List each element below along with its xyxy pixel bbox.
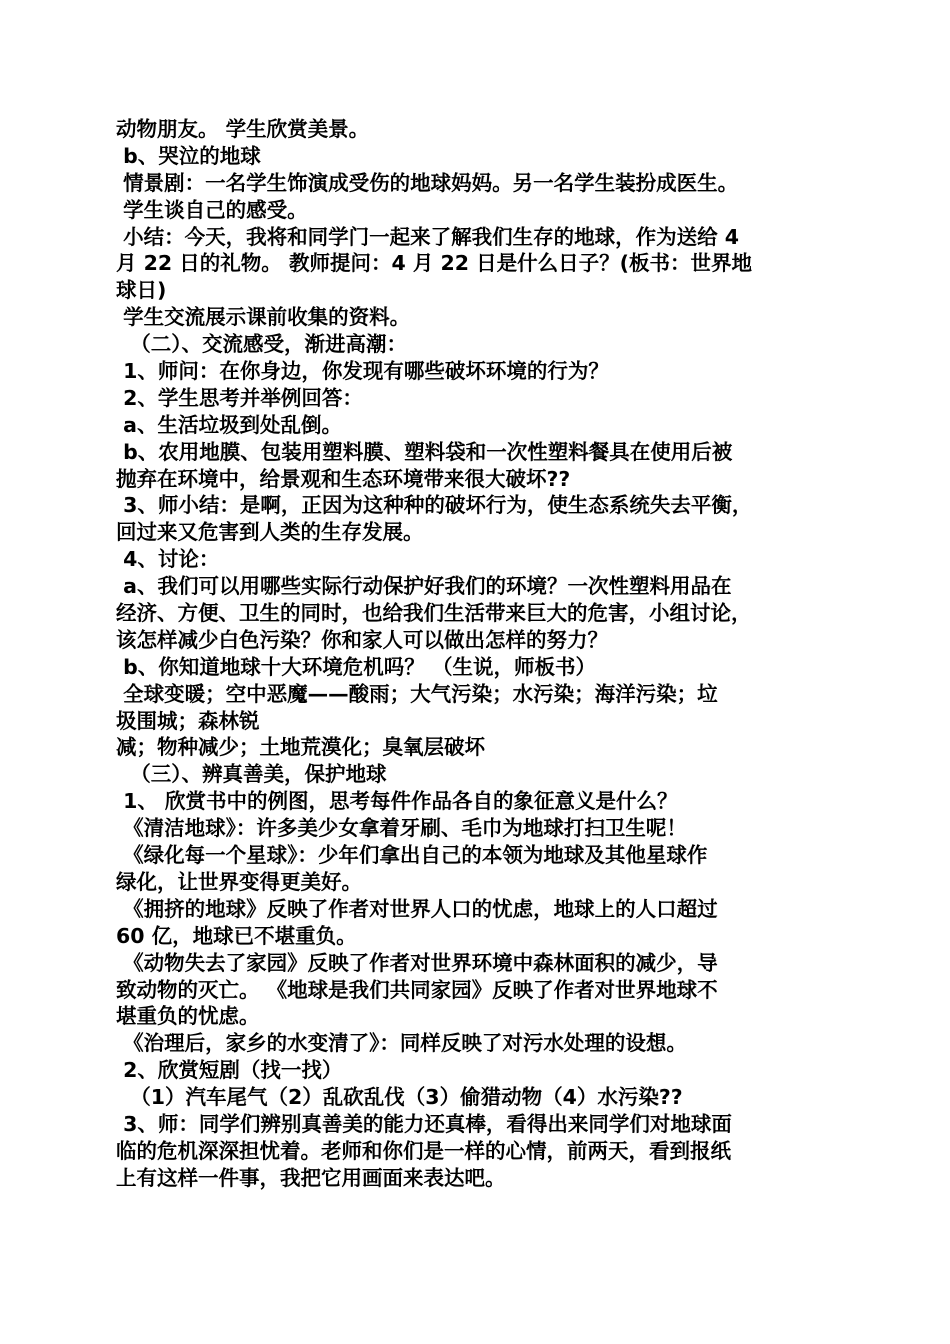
text-line: 3、师：同学们辨别真善美的能力还真棒，看得出来同学们对地球面 [116, 1111, 732, 1136]
text-line: 1、 欣赏书中的例图，思考每件作品各自的象征意义是什么？ [116, 789, 678, 814]
text-line: 4、讨论： [116, 547, 220, 572]
text-line: 小结：今天，我将和同学门一起来了解我们生存的地球，作为送给 4 [116, 224, 740, 249]
text-line: 《绿化每一个星球》：少年们拿出自己的本领为地球及其他星球作 [116, 843, 708, 868]
text-line: 月 22 日的礼物。 教师提问：4 月 22 日是什么日子？(板书：世界地 [116, 251, 753, 276]
text-line: 全球变暖；空中恶魔——酸雨；大气污染；水污染；海洋污染；垃 [116, 681, 718, 706]
text-line: （1）汽车尾气（2）乱砍乱伐（3）偷猎动物（4）水污染?? [116, 1085, 683, 1110]
text-line: a、生活垃圾到处乱倒。 [116, 412, 342, 437]
document-body [116, 116, 840, 1192]
text-line: 60 亿，地球已不堪重负。 [116, 923, 357, 948]
text-line: 《清洁地球》：许多美少女拿着牙刷、毛巾为地球打扫卫生呢！ [116, 816, 687, 841]
text-line: 经济、方便、卫生的同时，也给我们生活带来巨大的危害，小组讨论， [116, 601, 752, 626]
text-line: 动物朋友。 学生欣赏美景。 [116, 117, 370, 141]
text-line: 3、师小结：是啊，正因为这种种的破坏行为，使生态系统失去平衡， [116, 493, 753, 518]
text-line: 《动物失去了家园》反映了作者对世界环境中森林面积的减少，导 [116, 950, 718, 975]
text-line: 2、欣赏短剧（找一找） [116, 1058, 343, 1083]
text-line: 《拥挤的地球》反映了作者对世界人口的忧虑，地球上的人口超过 [116, 896, 718, 921]
text-line: 绿化，让世界变得更美好。 [116, 869, 362, 894]
section-heading: （二）、交流感受，渐进高潮： [116, 332, 408, 357]
text-line: 该怎样减少白色污染？你和家人可以做出怎样的努力？ [116, 627, 608, 652]
text-line: b、农用地膜、包装用塑料膜、塑料袋和一次性塑料餐具在使用后被 [116, 439, 733, 464]
text-line: a、我们可以用哪些实际行动保护好我们的环境？一次性塑料用品在 [116, 574, 732, 599]
text-line: 学生交流展示课前收集的资料。 [116, 305, 411, 330]
text-line: b、你知道地球十大环境危机吗？ （生说，师板书） [116, 654, 596, 679]
text-line: b、哭泣的地球 [116, 143, 261, 168]
text-line: 情景剧：一名学生饰演成受伤的地球妈妈。另一名学生装扮成医生。 [116, 170, 739, 195]
text-line: 回过来又危害到人类的生存发展。 [116, 520, 424, 545]
text-line: 学生谈自己的感受。 [116, 197, 308, 222]
text-line: 上有这样一件事，我把它用画面来表达吧。 [116, 1165, 506, 1190]
text-line: 《治理后，家乡的水变清了》：同样反映了对污水处理的设想。 [116, 1031, 687, 1056]
section-heading: （三）、辨真善美，保护地球 [116, 762, 387, 787]
text-line: 1、师问：在你身边，你发现有哪些破坏环境的行为？ [116, 359, 609, 384]
text-line: 圾围城；森林锐 [116, 708, 260, 733]
text-line: 2、学生思考并举例回答： [116, 385, 363, 410]
text-line: 球日) [116, 278, 167, 303]
text-line: 临的危机深深担忧着。老师和你们是一样的心情，前两天，看到报纸 [116, 1138, 731, 1163]
text-line: 抛弃在环境中，给景观和生态环境带来很大破坏?? [116, 466, 571, 491]
text-line: 致动物的灭亡。 《地球是我们共同家园》反映了作者对世界地球不 [116, 977, 718, 1002]
text-line: 减；物种减少；土地荒漠化；臭氧层破坏 [116, 735, 485, 760]
text-line: 堪重负的忧虑。 [116, 1004, 260, 1029]
